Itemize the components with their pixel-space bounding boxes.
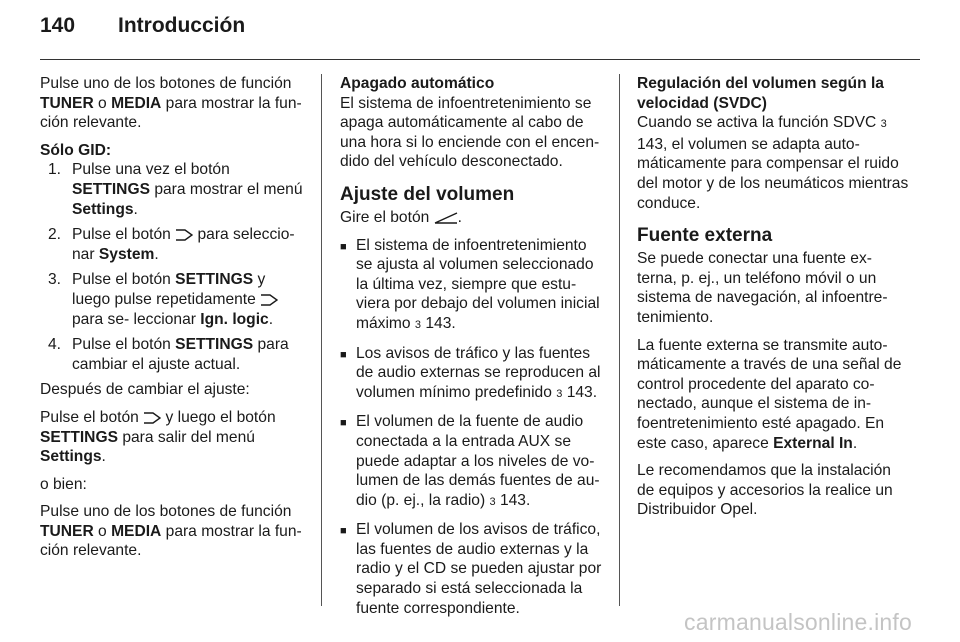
arrow-right-icon: [143, 412, 161, 424]
list-item: ■ Los avisos de tráfico y las fuentes de audio externas se reproducen al volumen mínimo predefinido 3 143.: [340, 344, 601, 401]
paragraph: Pulse uno de los botones de función TUNER o MEDIA para mostrar la fun- ción relevante.: [40, 75, 302, 132]
paragraph: La fuente externa se transmite auto- máticamente a través de una señal de control procedente del aparato co- nectado, aunque el sistema de in- foentretenimiento esté apagado. En este caso, aparece External In.: [637, 336, 902, 452]
column-1: [40, 74, 306, 569]
subheading-apagado: Apagado automático: [340, 75, 495, 92]
list-item: 3. Pulse el botón SETTINGS y luego pulse repetidamente para se- leccionar Ign. logic.: [40, 270, 306, 329]
paragraph: Le recomendamos que la instalación de equipos y accesorios la realice un Distribuidor Opel.: [637, 462, 893, 519]
column-divider: [619, 74, 620, 606]
arrow-right-icon: [260, 294, 278, 306]
page-ref-icon: 3: [414, 318, 422, 331]
paragraph: Pulse el botón y luego el botón SETTINGS para salir del menú Settings.: [40, 408, 276, 466]
paragraph: Pulse uno de los botones de función TUNER o MEDIA para mostrar la fun- ción relevante.: [40, 503, 302, 560]
paragraph: Cuando se activa la función SDVC 3 143, el volumen se adapta auto- máticamente para compensar el ruido del motor y de los neumáticos mientras conduce.: [637, 114, 909, 212]
list-item: ■ El volumen de los avisos de tráfico, las fuentes de audio externas y la radio y el CD se pueden ajustar por separado si está seleccionada la fuente correspondiente.: [340, 521, 602, 617]
page-ref-icon: 3: [880, 118, 887, 131]
list-item: 2. Pulse el botón para seleccio- nar System.: [48, 226, 295, 263]
column-3: [637, 74, 909, 528]
arrow-right-icon: [175, 229, 193, 241]
subheading-svdc: Regulación del volumen según la velocidad (SVDC): [637, 75, 884, 112]
page-header: [40, 14, 245, 50]
watermark: carmanualsonline.info: [684, 609, 912, 635]
bullet-list: [340, 236, 606, 619]
column-divider: [321, 74, 322, 606]
column-2: [340, 74, 606, 626]
header-rule: [40, 59, 920, 60]
paragraph: El sistema de infoentretenimiento se apaga automáticamente al cabo de una hora si lo enciende con el encen- dido del vehículo desconectado.: [340, 94, 600, 171]
heading-fuente-externa: Fuente externa: [637, 225, 773, 247]
list-item: 4. Pulse el botón SETTINGS para cambiar el ajuste actual.: [48, 336, 289, 373]
paragraph: Se puede conectar una fuente ex- terna, p. ej., un teléfono móvil o un sistema de navegación, al infoentre- tenimiento.: [637, 250, 888, 326]
page-ref-icon: 3: [556, 387, 563, 400]
list-item: ■ El sistema de infoentretenimiento se ajusta al volumen seleccionado la última vez, siempre que estu- viera por debajo del volumen inicial máximo 3 143.: [340, 236, 600, 332]
paragraph: Gire el botón .: [340, 208, 462, 226]
heading-ajuste-volumen: Ajuste del volumen: [340, 183, 515, 205]
gid-label: Sólo GID:: [40, 141, 112, 159]
paragraph: Después de cambiar el ajuste:: [40, 381, 250, 399]
list-item: ■ El volumen de la fuente de audio conectada a la entrada AUX se puede adaptar a los niveles de vo- lumen de las demás fuentes de au- dio (p. ej., la radio) 3 143.: [340, 413, 600, 509]
page-ref-icon: 3: [489, 495, 496, 508]
list-item: 1. Pulse una vez el botón SETTINGS para mostrar el menú Settings.: [48, 161, 303, 218]
paragraph: o bien:: [40, 475, 87, 493]
page-number: 140: [40, 14, 76, 37]
volume-knob-icon: [434, 212, 458, 224]
chapter-title: Introducción: [118, 14, 246, 37]
steps-list: [40, 160, 306, 374]
